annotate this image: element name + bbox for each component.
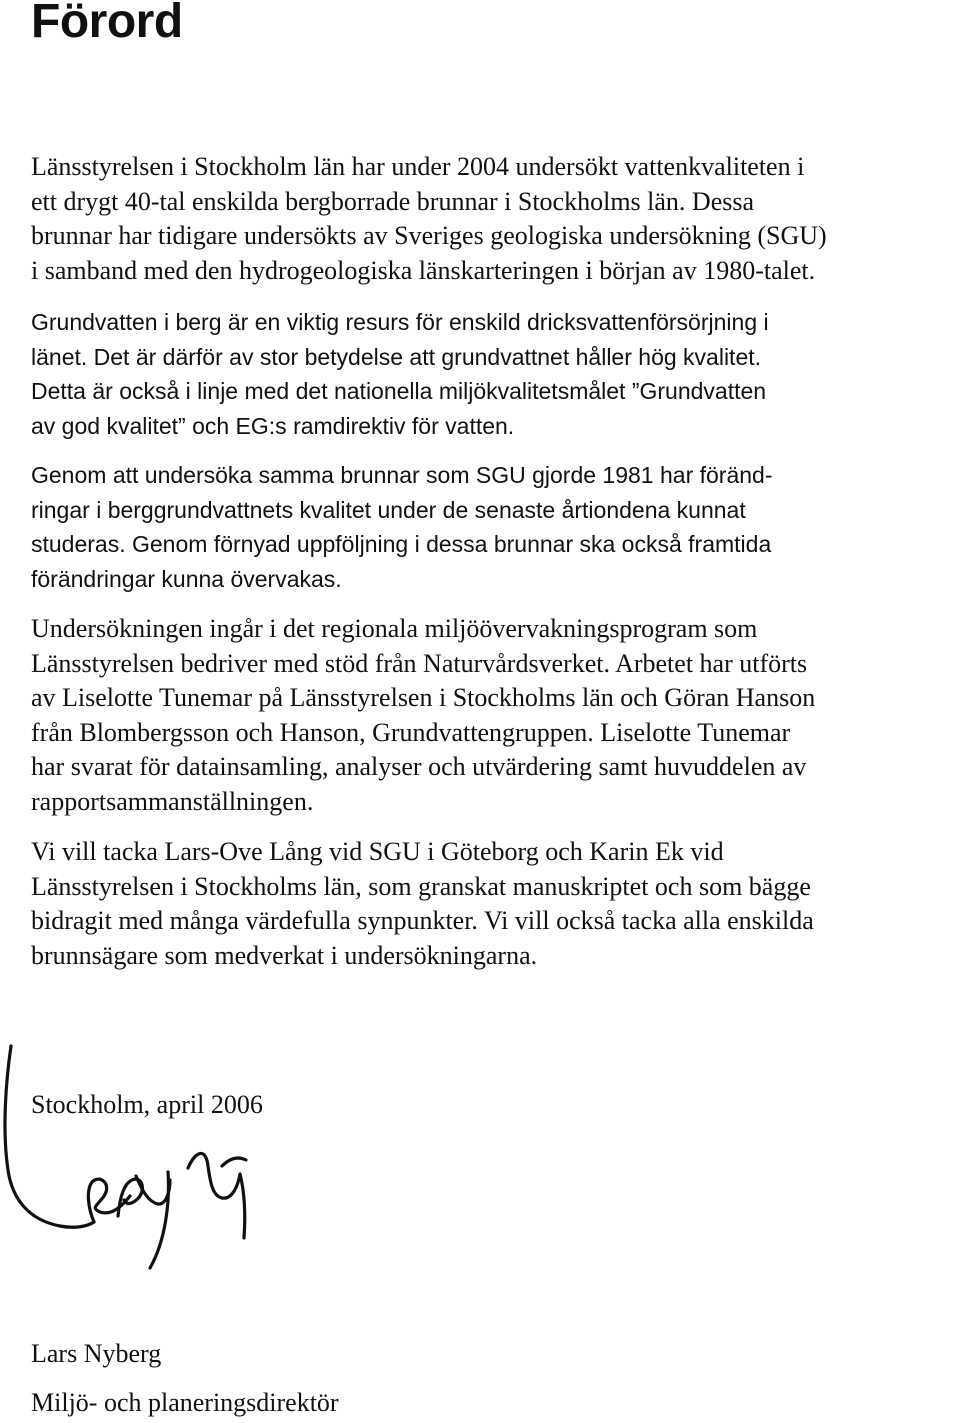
paragraph-thanks: Vi vill tacka Lars-Ove Lång vid SGU i Göteborg och Karin Ek vid Länsstyrelsen i Stockholms län, som granskat manuskriptet och som bägge bidragit med många värdefulla synpunkter. Vi vill också tacka alla enskilda brunnsägare som medverkat i undersökningarna. (31, 837, 814, 970)
paragraph-program: Undersökningen ingår i det regionala miljöövervakningsprogram som Länsstyrelsen bedriver med stöd från Naturvårdsverket. Arbetet har utförts av Liselotte Tunemar på Länsstyrelsen i Stockholms län och Göran Hanson från Blombergsson och Hanson, Grundvattengruppen. Liselotte Tunemar har svarat för datainsamling, analyser och utvärdering samt huvuddelen av rapportsammanställningen. (31, 614, 816, 816)
page-title: Förord (31, 0, 183, 48)
handwritten-signature (0, 1040, 280, 1270)
signer-title: Miljö- och planeringsdirektör (31, 1388, 339, 1417)
place-date: Stockholm, april 2006 (31, 1090, 263, 1119)
paragraph-method: Genom att undersöka samma brunnar som SGU gjorde 1981 har föränd- ringar i berggrundvattnets kvalitet under de senaste årtiondena kunnat studeras. Genom förnyad uppföljning i dessa brunnar ska också framtida förändringar kunna övervakas. (31, 462, 773, 592)
signer-name: Lars Nyberg (31, 1339, 162, 1368)
paragraph-intro: Länsstyrelsen i Stockholm län har under 2004 undersökt vattenkvaliteten i ett drygt 40-tal enskilda bergborrade brunnar i Stockholms län. Dessa brunnar har tidigare undersökts av Sveriges geologiska undersökning (SGU) i samband med den hydrogeologiska länskarteringen i början av 1980-talet. (31, 152, 827, 285)
paragraph-groundwater: Grundvatten i berg är en viktig resurs för enskild dricksvattenförsörjning i länet. Det är därför av stor betydelse att grundvattnet håller hög kvalitet. Detta är också i linje med det nationella miljökvalitetsmålet ”Grundvatten av god kvalitet” och EG:s ramdirektiv för vatten. (31, 309, 769, 439)
